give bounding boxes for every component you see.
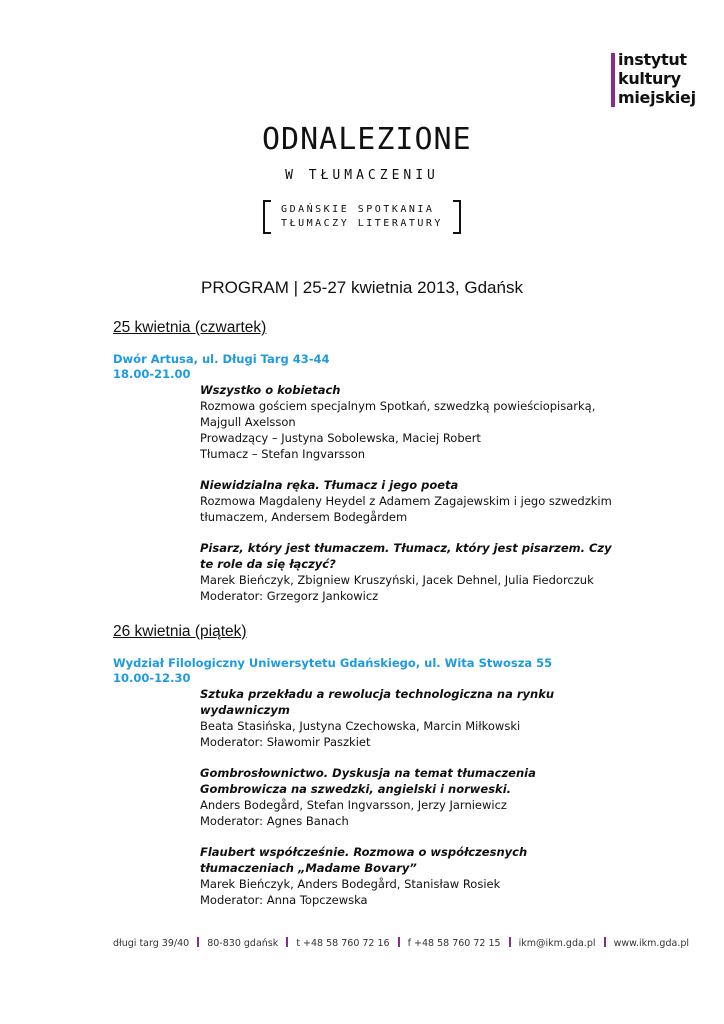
event xyxy=(200,844,633,908)
event-line: Rozmowa Magdaleny Heydel z Adamem Zagajewskim i jego szwedzkim xyxy=(200,494,612,508)
event-list xyxy=(200,382,633,604)
venue: Wydział Filologiczny Uniwersytetu Gdańskiego, ul. Wita Stwosza 55 xyxy=(113,656,553,670)
ikm-logo-line: kultury xyxy=(618,69,681,88)
footer-fax: f +48 58 760 72 15 xyxy=(407,938,501,949)
separator xyxy=(509,937,511,947)
event-line: Anders Bodegård, Stefan Ingvarsson, Jerzy Jarniewicz xyxy=(200,798,507,812)
event xyxy=(200,686,633,750)
program-title: PROGRAM | 25-27 kwietnia 2013, Gdańsk xyxy=(201,278,523,297)
event-line: Rozmowa gościem specjalnym Spotkań, szwedzką powieściopisarką, xyxy=(200,399,596,413)
ikm-logo-line: miejskiej xyxy=(618,88,696,107)
event-title: Niewidzialna ręka. Tłumacz i jego poeta xyxy=(200,478,459,492)
event-line: Tłumacz – Stefan Ingvarsson xyxy=(200,447,366,461)
bracket-left xyxy=(263,200,271,234)
separator xyxy=(286,937,288,947)
event-line: Marek Bieńczyk, Anders Bodegård, Stanisław Rosiek xyxy=(200,877,501,891)
event-line: Moderator: Sławomir Paszkiet xyxy=(200,735,371,749)
event-title: Pisarz, który jest tłumaczem. Tłumacz, który jest pisarzem. Czy xyxy=(200,541,612,555)
ikm-logo xyxy=(611,50,696,107)
event-list xyxy=(200,686,633,908)
event xyxy=(200,477,633,525)
event xyxy=(200,382,633,462)
venue: Dwór Artusa, ul. Długi Targ 43-44 xyxy=(113,352,330,366)
event xyxy=(200,540,633,604)
event-line: Moderator: Anna Topczewska xyxy=(200,893,368,907)
ikm-logo-line: instytut xyxy=(618,50,687,69)
footer-address: długi targ 39/40 xyxy=(113,938,190,949)
event-line: Beata Stasińska, Justyna Czechowska, Marcin Miłkowski xyxy=(200,719,521,733)
festival-box-text xyxy=(271,200,453,234)
event-title: Flaubert współcześnie. Rozmowa o współczesnych xyxy=(200,845,528,859)
event-title: Gombrosłownictwo. Dyskusja na temat tłumaczenia xyxy=(200,766,536,780)
time-range: 18.00-21.00 xyxy=(113,367,191,381)
event-line: Marek Bieńczyk, Zbigniew Kruszyński, Jacek Dehnel, Julia Fiedorczuk xyxy=(200,573,594,587)
event-title: te role da się łączyć? xyxy=(200,557,336,571)
footer-contact xyxy=(113,937,690,949)
festival-box-line: TŁUMACZY LITERATURY xyxy=(281,218,443,229)
separator xyxy=(197,937,199,947)
event-title: Sztuka przekładu a rewolucja technologiczna na rynku xyxy=(200,687,555,701)
festival-logo xyxy=(262,120,472,234)
ikm-logo-bar xyxy=(611,53,615,107)
program-content xyxy=(113,318,633,923)
event-line: tłumaczem, Andersem Bodegårdem xyxy=(200,510,408,524)
footer-postcode: 80-830 gdańsk xyxy=(207,938,279,949)
day-heading: 26 kwietnia (piątek) xyxy=(113,623,247,640)
ikm-logo-text xyxy=(618,50,696,107)
bracket-right xyxy=(453,200,461,234)
time-range: 10.00-12.30 xyxy=(113,671,191,685)
event-line: Moderator: Grzegorz Jankowicz xyxy=(200,589,379,603)
festival-title: ODNALEZIONE xyxy=(262,122,472,157)
footer-website[interactable]: www.ikm.gda.pl xyxy=(613,938,690,949)
separator xyxy=(398,937,400,947)
footer-phone: t +48 58 760 72 16 xyxy=(296,938,390,949)
day-heading: 25 kwietnia (czwartek) xyxy=(113,319,267,336)
festival-box xyxy=(262,200,462,234)
event-title: Wszystko o kobietach xyxy=(200,383,341,397)
event-title: wydawniczym xyxy=(200,703,290,717)
event-line: Moderator: Agnes Banach xyxy=(200,814,349,828)
event-line: Majgull Axelsson xyxy=(200,415,296,429)
event-line: Prowadzący – Justyna Sobolewska, Maciej Robert xyxy=(200,431,481,445)
festival-subtitle: W TŁUMACZENIU xyxy=(285,168,439,183)
separator xyxy=(604,937,606,947)
footer-email[interactable]: ikm@ikm.gda.pl xyxy=(518,938,596,949)
festival-box-line: GDAŃSKIE SPOTKANIA xyxy=(281,204,435,215)
event xyxy=(200,765,633,829)
event-title: Gombrowicza na szwedzki, angielski i norweski. xyxy=(200,782,511,796)
event-title: tłumaczeniach „Madame Bovary” xyxy=(200,861,417,875)
